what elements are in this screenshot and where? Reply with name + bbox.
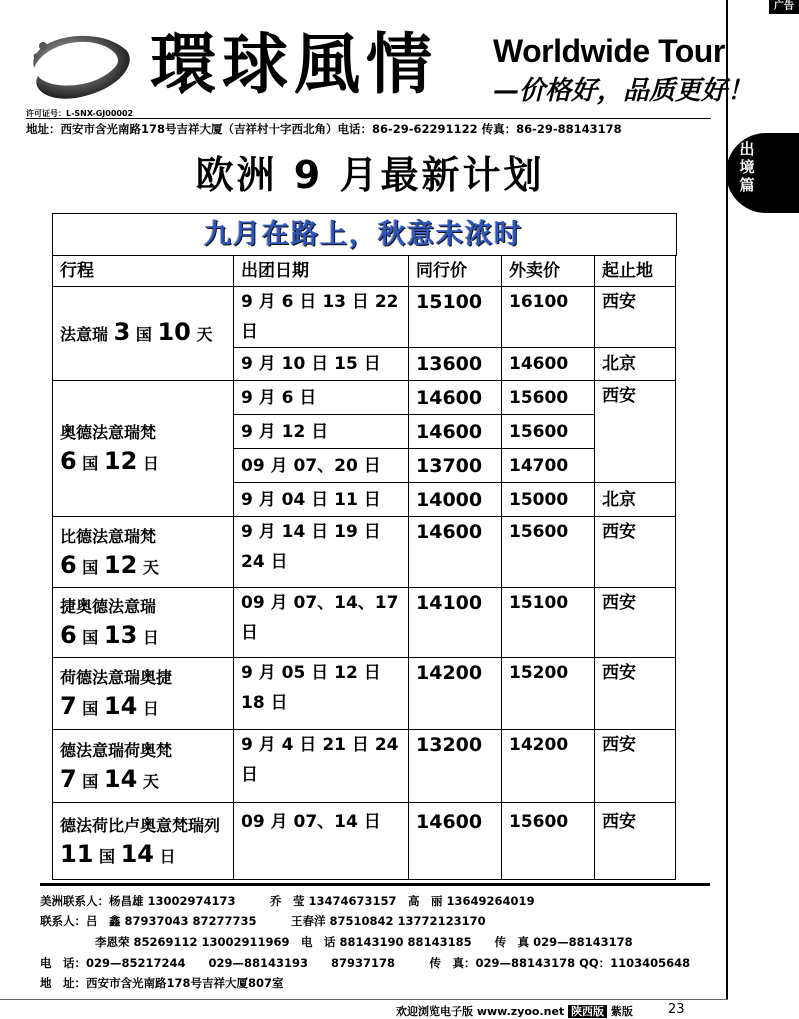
date-cell: 9 月 6 日 13 日 22 日 xyxy=(234,287,409,348)
route-cell: 荷德法意瑞奥捷 7 国 14 日 xyxy=(53,658,234,730)
date-cell: 09 月 07、20 日 xyxy=(234,449,409,483)
origin-cell: 西安 xyxy=(595,517,676,588)
peer-price-cell: 14600 xyxy=(409,381,502,415)
peer-price-cell: 14100 xyxy=(409,588,502,658)
peer-price-cell: 14600 xyxy=(409,517,502,588)
retail-price-cell: 15600 xyxy=(502,381,595,415)
contacts-divider xyxy=(40,883,710,886)
peer-price-cell: 14600 xyxy=(409,803,502,880)
origin-cell: 北京 xyxy=(595,348,676,381)
header-retail-price: 外卖价 xyxy=(502,256,595,287)
brand-slogan: —价格好，品质更好！ xyxy=(493,76,754,106)
retail-price-cell: 14200 xyxy=(502,730,595,803)
table-row xyxy=(53,517,676,588)
header-peer-price: 同行价 xyxy=(409,256,502,287)
date-cell: 9 月 04 日 11 日 xyxy=(234,483,409,517)
peer-price-cell: 13700 xyxy=(409,449,502,483)
ad-tag: 广告 xyxy=(769,0,799,14)
brand-name-cn: 環球風情 xyxy=(150,26,438,103)
peer-price-cell: 13200 xyxy=(409,730,502,803)
date-cell: 9 月 14 日 19 日 24 日 xyxy=(234,517,409,588)
origin-cell: 西安 xyxy=(595,588,676,658)
origin-cell: 西安 xyxy=(595,803,676,880)
retail-price-cell: 15600 xyxy=(502,517,595,588)
table-row xyxy=(53,588,676,658)
retail-price-cell: 14600 xyxy=(502,348,595,381)
table-row xyxy=(53,658,676,730)
route-cell: 德法意瑞荷奥梵 7 国 14 天 xyxy=(53,730,234,803)
table-row xyxy=(53,730,676,803)
retail-price-cell: 15100 xyxy=(502,588,595,658)
retail-price-cell: 15600 xyxy=(502,803,595,880)
table-row xyxy=(53,287,676,348)
retail-price-cell: 15600 xyxy=(502,415,595,449)
table-row xyxy=(53,381,676,415)
license-number: 许可证号：L-SNX-GJ00002 xyxy=(26,109,134,118)
footer-edition: 紫版 xyxy=(610,1005,633,1018)
peer-price-cell: 14200 xyxy=(409,658,502,730)
date-cell: 09 月 07、14 日 xyxy=(234,803,409,880)
date-cell: 9 月 05 日 12 日 18 日 xyxy=(234,658,409,730)
origin-cell: 西安 xyxy=(595,287,676,348)
retail-price-cell: 15000 xyxy=(502,483,595,517)
contact-line-4: 电 话：029—85217244 029—88143193 87937178 传 真：029—88143178 QQ：1103405648 xyxy=(40,956,691,970)
table-header-row xyxy=(53,256,676,287)
route-cell: 捷奥德法意瑞 6 国 13 日 xyxy=(53,588,234,658)
header-origin: 起止地 xyxy=(595,256,676,287)
subtitle: 九月在路上，秋意未浓时 xyxy=(204,219,523,250)
retail-price-cell: 15200 xyxy=(502,658,595,730)
contact-line-1: 美洲联系人：杨昌雄 13002974173 乔 莹 13474673157 高 丽 13649264019 xyxy=(40,894,535,908)
retail-price-cell: 14700 xyxy=(502,449,595,483)
page-title: 欧洲 9 月最新计划 xyxy=(195,153,545,197)
route-cell: 比德法意瑞梵 6 国 12 天 xyxy=(53,517,234,588)
frame-bottom-line xyxy=(0,999,728,1000)
tour-price-table xyxy=(52,255,676,880)
retail-price-cell: 16100 xyxy=(502,287,595,348)
contact-line-2: 联系人：吕 鑫 87937043 87277735 王春洋 87510842 13772123170 xyxy=(40,914,486,928)
globe-logo-icon xyxy=(26,28,136,103)
origin-cell: 西安 xyxy=(595,730,676,803)
peer-price-cell: 14000 xyxy=(409,483,502,517)
footer-site-text: 欢迎浏览电子版 www.zyoo.net xyxy=(396,1005,565,1018)
origin-cell: 西安 xyxy=(595,381,676,483)
header-route: 行程 xyxy=(53,256,234,287)
contact-line-3: 李恩荣 85269112 13002911969 电 话 88143190 88143185 传 真 029—88143178 xyxy=(95,935,633,949)
origin-cell: 北京 xyxy=(595,483,676,517)
header-date: 出团日期 xyxy=(234,256,409,287)
company-address: 地址：西安市含光南路178号吉祥大厦（吉祥村十字西北角）电话：86-29-62291122 传真：86-29-88143178 xyxy=(26,122,622,136)
peer-price-cell: 15100 xyxy=(409,287,502,348)
side-section-label: 出境篇 xyxy=(739,140,755,194)
date-cell: 9 月 10 日 15 日 xyxy=(234,348,409,381)
footer-region-badge: 陕西版 xyxy=(568,1005,607,1018)
peer-price-cell: 13600 xyxy=(409,348,502,381)
table-outer-border xyxy=(52,213,677,256)
route-cell: 法意瑞 3 国 10 天 xyxy=(53,287,234,381)
peer-price-cell: 14600 xyxy=(409,415,502,449)
date-cell: 9 月 12 日 xyxy=(234,415,409,449)
table-row xyxy=(53,803,676,880)
date-cell: 9 月 6 日 xyxy=(234,381,409,415)
route-cell: 奥德法意瑞梵 6 国 12 日 xyxy=(53,381,234,517)
route-cell: 德法荷比卢奥意梵瑞列 11 国 14 日 xyxy=(53,803,234,880)
contact-line-5: 地 址：西安市含光南路178号吉祥大厦807室 xyxy=(40,976,284,990)
date-cell: 09 月 07、14、17 日 xyxy=(234,588,409,658)
page-number: 23 xyxy=(668,1002,685,1017)
origin-cell: 西安 xyxy=(595,658,676,730)
date-cell: 9 月 4 日 21 日 24 日 xyxy=(234,730,409,803)
brand-name-en: Worldwide Tour xyxy=(493,33,725,69)
